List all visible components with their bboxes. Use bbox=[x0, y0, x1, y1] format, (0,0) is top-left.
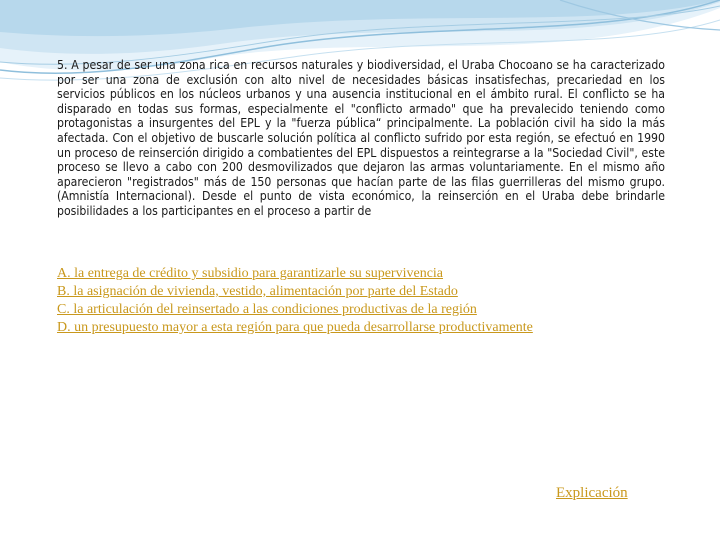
option-b-link[interactable]: B. la asignación de vivienda, vestido, alimentación por parte del Estado bbox=[57, 284, 458, 299]
option-a-link[interactable]: A. la entrega de crédito y subsidio para garantizarle su supervivencia bbox=[57, 266, 444, 281]
option-d-link[interactable]: D. un presupuesto mayor a esta región para que pueda desarrollarse productivamente bbox=[57, 320, 533, 335]
question-text: 5. A pesar de ser una zona rica en recursos naturales y biodiversidad, el Uraba Chocoano se ha caracterizado por ser una zona de exclusión con alto nivel de necesidades básicas insatisfechas, precariedad en los servicios públicos en los núcleos urbanos y una ausencia institucional en el ámbito rural. El conflicto se ha disparado en todas sus formas, especialmente el "conflicto armado" que ha prevalecido teniendo como protagonistas a insurgentes del EPL y la "fuerza pública“ principalmente. La población civil ha sido la más afectada. Con el objetivo de buscarle solución política al conflicto sufrido por esta región, se efectuó en 1990 un proceso de reinserción dirigido a combatientes del EPL dispuestos a reintegrarse a la "Sociedad Civil", este proceso se llevo a cabo con 200 desmovilizados que dejaron las armas voluntariamente. En el mismo año aparecieron "registrados" más de 150 personas que hacían parte de las filas guerrilleras del mismo grupo. (Amnistía Internacional). Desde el punto de vista económico, la reinserción en el Uraba debe brindarle posibilidades a los participantes en el proceso a partir de bbox=[57, 58, 665, 218]
answer-options bbox=[57, 265, 677, 337]
explanation-link[interactable]: Explicación bbox=[556, 485, 628, 501]
option-c-link[interactable]: C. la articulación del reinsertado a las condiciones productivas de la región bbox=[57, 302, 477, 317]
